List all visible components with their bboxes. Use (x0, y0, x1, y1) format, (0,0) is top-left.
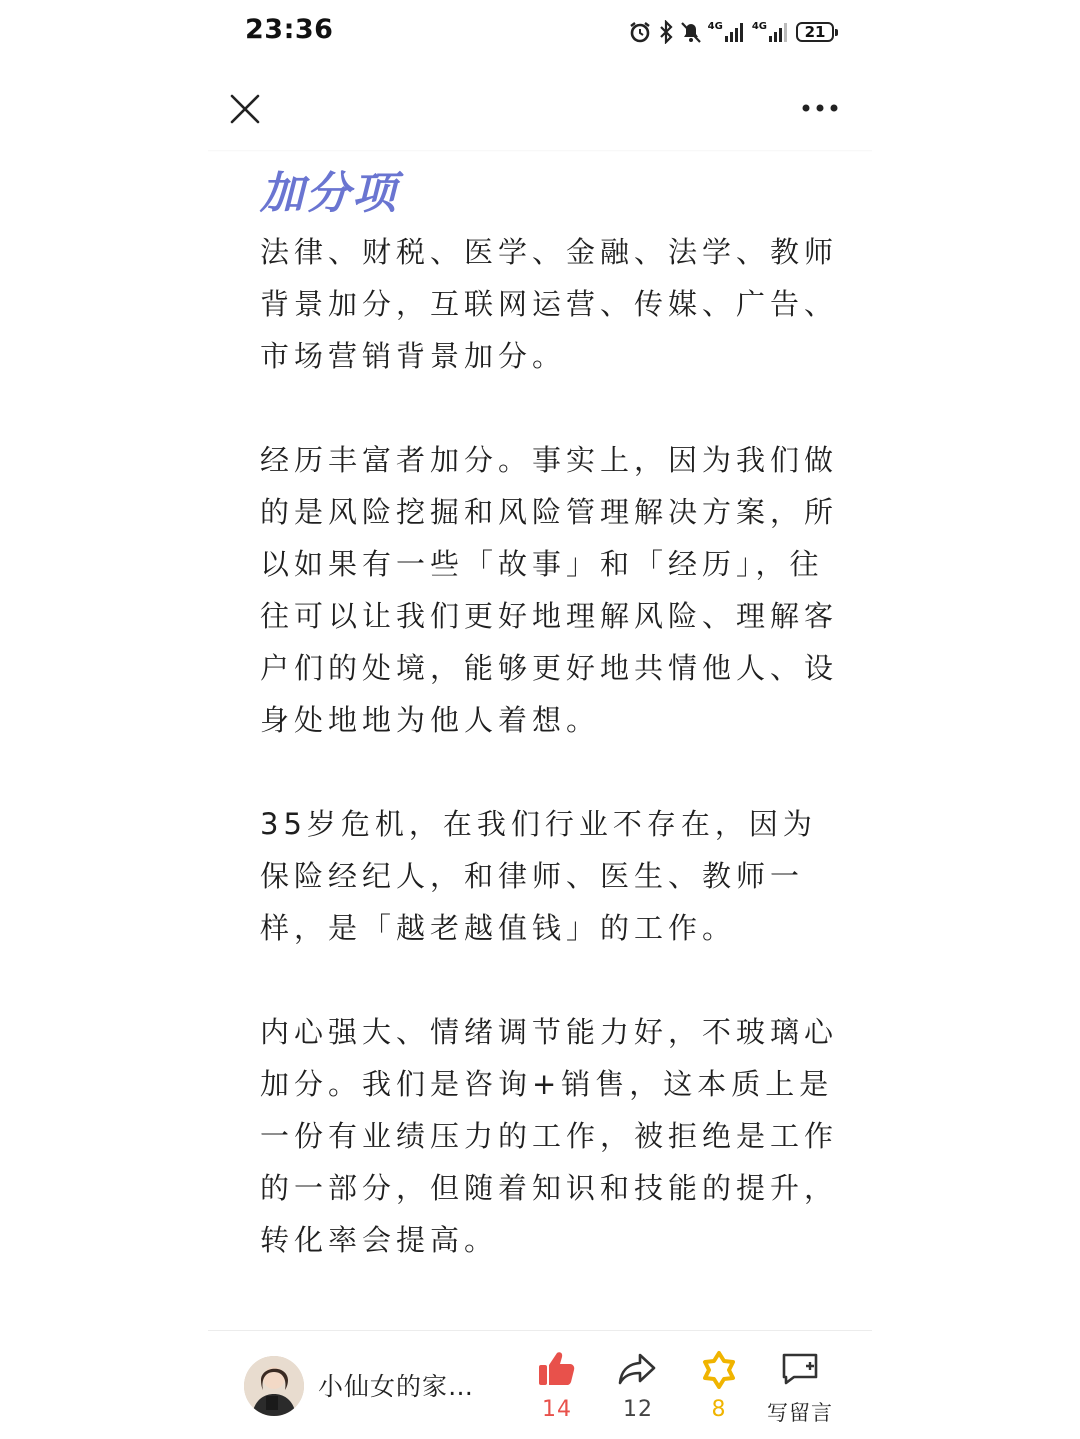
favorite-button[interactable] (679, 1349, 759, 1429)
thumbs-up-icon (537, 1349, 577, 1389)
nav-bar (208, 76, 872, 142)
article-body (260, 162, 840, 1318)
bluetooth-icon (658, 20, 674, 44)
author-avatar[interactable] (244, 1356, 304, 1416)
network-label-1: 4G (707, 21, 723, 32)
flower-star-icon (699, 1349, 739, 1389)
close-button[interactable] (228, 92, 262, 126)
paragraph: 经历丰富者加分。事实上，因为我们做的是风险挖掘和风险管理解决方案，所以如果有一些「故事」和「经历」，往往可以让我们更好地理解风险、理解客户们的处境，能够更好地共情他人、设身处地地为他人着想。 (260, 443, 839, 737)
author-name[interactable]: 小仙女的家… (318, 1372, 475, 1401)
article-heading: 加分项 (260, 168, 398, 219)
like-count: 14 (542, 1397, 572, 1422)
nav-divider (208, 150, 872, 152)
alarm-icon (628, 20, 652, 44)
status-bar (208, 0, 872, 64)
status-time: 23:36 (245, 14, 334, 45)
signal-4g-icon (752, 22, 790, 42)
comment-add-icon (780, 1349, 820, 1389)
bottom-action-bar (208, 1331, 872, 1439)
signal-4g-icon (708, 22, 746, 42)
more-button[interactable] (802, 100, 838, 114)
paragraph: 35岁危机，在我们行业不存在，因为保险经纪人，和律师、医生、教师一样，是「越老越值钱」的工作。 (260, 807, 817, 945)
battery-level: 21 (804, 23, 826, 41)
network-label-2: 4G (751, 21, 767, 32)
mute-bell-icon (680, 20, 702, 44)
paragraph: 法律、财税、医学、金融、法学、教师背景加分，互联网运营、传媒、广告、市场营销背景加分。 (260, 235, 839, 373)
like-button[interactable] (517, 1349, 597, 1429)
write-comment-button[interactable] (760, 1349, 840, 1429)
write-comment-label: 写留言 (767, 1401, 833, 1425)
battery-indicator (796, 22, 834, 42)
app-frame (208, 0, 872, 1439)
share-count: 12 (623, 1397, 653, 1422)
status-icons (628, 18, 834, 46)
more-dots-icon (802, 101, 838, 115)
avatar-image (244, 1356, 304, 1416)
paragraph: 内心强大、情绪调节能力好，不玻璃心加分。我们是咨询+销售，这本质上是一份有业绩压力的工作，被拒绝是工作的一部分，但随着知识和技能的提升，转化率会提高。 (260, 1015, 839, 1257)
close-icon (228, 92, 262, 126)
share-arrow-icon (618, 1349, 658, 1389)
favorite-count: 8 (711, 1397, 727, 1422)
share-button[interactable] (598, 1349, 678, 1429)
